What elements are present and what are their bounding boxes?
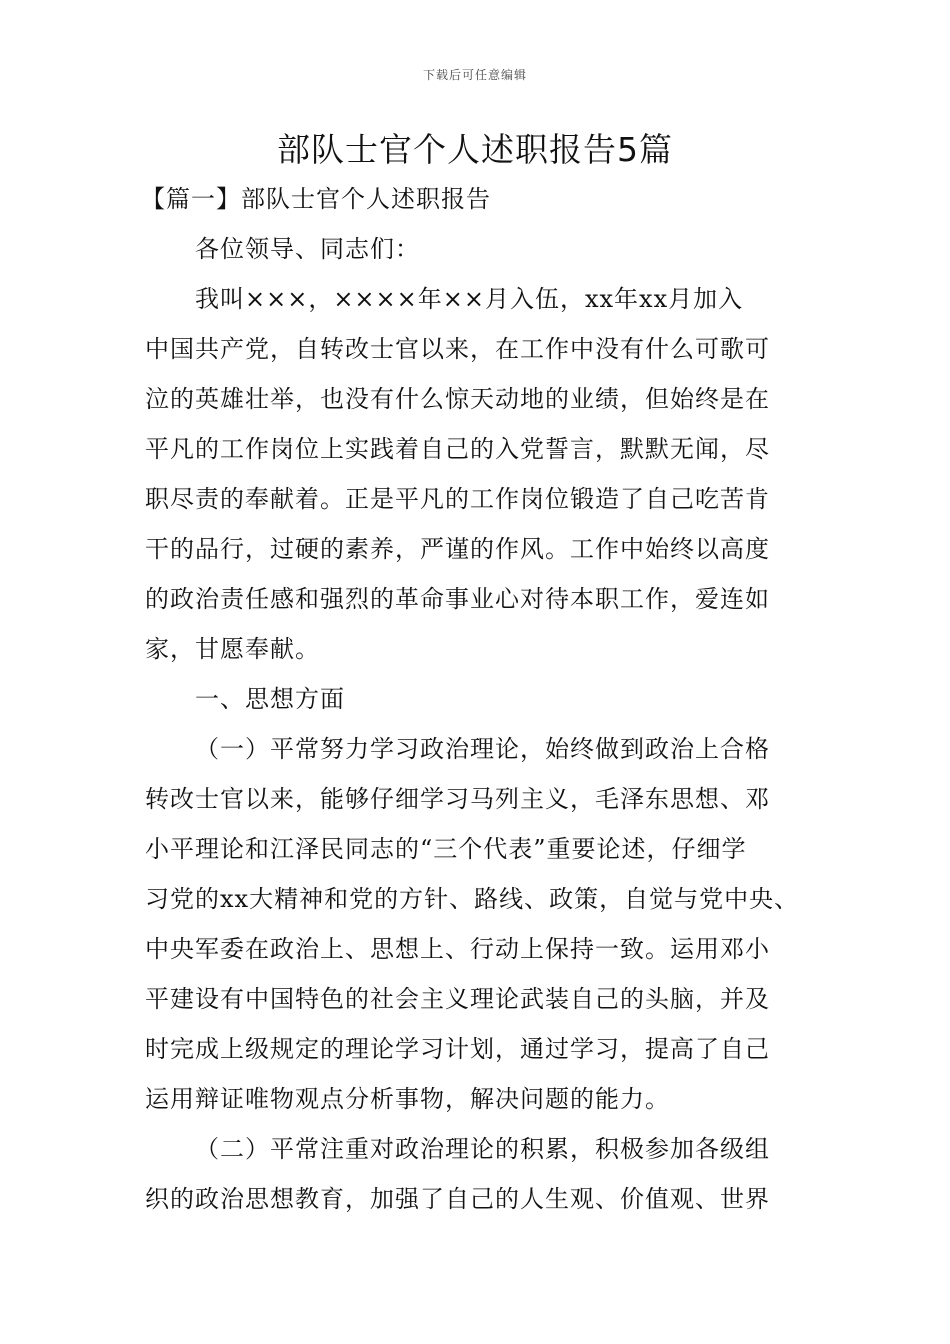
text-line: 职尽责的奉献着。正是平凡的工作岗位锻造了自己吃苦肯 [145, 485, 770, 513]
text-line: 织的政治思想教育，加强了自己的人生观、价值观、世界 [145, 1185, 770, 1213]
text-line: 家，甘愿奉献。 [145, 635, 320, 663]
text-line: 习党的xx大精神和党的方针、路线、政策，自觉与党中央、 [145, 885, 800, 913]
section-heading: 【篇一】部队士官个人述职报告 [141, 185, 491, 213]
text-line: 干的品行，过硬的素养，严谨的作风。工作中始终以高度 [145, 535, 770, 563]
text-line: 一、思想方面 [195, 685, 345, 713]
text-line: 各位领导、同志们： [195, 235, 420, 263]
text-line: 小平理论和江泽民同志的“三个代表”重要论述，仔细学 [145, 835, 747, 863]
header-note: 下载后可任意编辑 [422, 68, 527, 82]
text-line: 我叫×××，××××年××月入伍，xx年xx月加入 [195, 285, 744, 313]
text-line: 的政治责任感和强烈的革命事业心对待本职工作，爱连如 [145, 585, 770, 613]
document-title: 部队士官个人述职报告5篇 [277, 130, 673, 169]
text-line: 运用辩证唯物观点分析事物，解决问题的能力。 [145, 1085, 670, 1113]
text-line: 中国共产党，自转改士官以来，在工作中没有什么可歌可 [145, 335, 770, 363]
text-line: 泣的英雄壮举，也没有什么惊天动地的业绩，但始终是在 [145, 385, 770, 413]
text-line: 平建设有中国特色的社会主义理论武装自己的头脑，并及 [145, 985, 770, 1013]
text-line: 转改士官以来，能够仔细学习马列主义，毛泽东思想、邓 [145, 785, 770, 813]
text-line: 中央军委在政治上、思想上、行动上保持一致。运用邓小 [145, 935, 770, 963]
text-line: （二）平常注重对政治理论的积累，积极参加各级组 [195, 1135, 770, 1163]
document-body [141, 174, 805, 1224]
text-line: （一）平常努力学习政治理论，始终做到政治上合格 [195, 735, 770, 763]
text-line: 平凡的工作岗位上实践着自己的入党誓言，默默无闻，尽 [145, 435, 770, 463]
text-line: 时完成上级规定的理论学习计划，通过学习，提高了自己 [145, 1035, 770, 1063]
